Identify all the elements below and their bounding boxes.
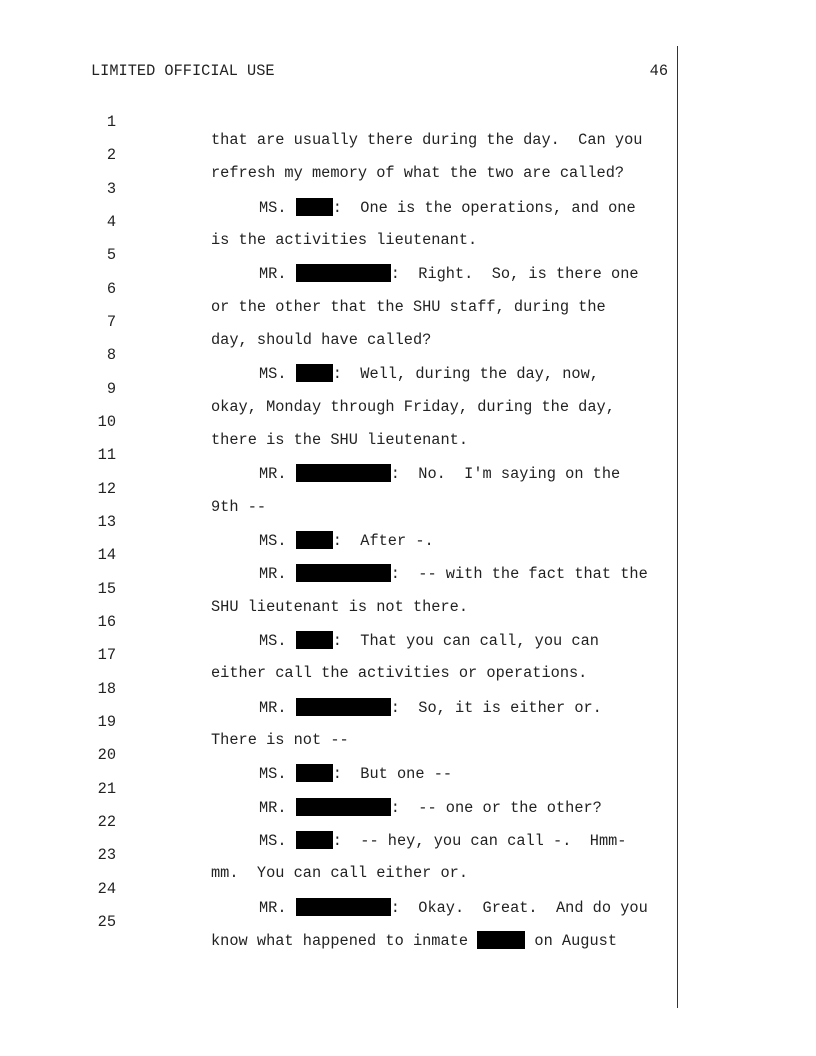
line-text: SHU lieutenant is not there.	[211, 598, 469, 616]
line-number: 24	[97, 880, 116, 898]
speaker-line	[259, 264, 639, 283]
redaction-box	[296, 531, 333, 549]
speech-text: : Right. So, is there one	[390, 265, 639, 283]
redaction-box	[296, 898, 391, 916]
speaker-line	[259, 531, 434, 550]
line-number: 3	[106, 180, 116, 198]
line-number: 4	[106, 213, 116, 231]
speaker-title: MR.	[259, 699, 287, 717]
speaker-title: MS.	[259, 765, 287, 783]
line-number: 6	[106, 280, 116, 298]
line-number: 17	[97, 646, 116, 664]
line-number: 2	[106, 146, 116, 164]
line-text: that are usually there during the day. Can you	[211, 131, 643, 149]
line-text: refresh my memory of what the two are called?	[211, 164, 625, 182]
line-number: 7	[106, 313, 116, 331]
line-text: okay, Monday through Friday, during the day,	[211, 398, 615, 416]
speech-text: : So, it is either or.	[390, 699, 602, 717]
line-number: 10	[97, 413, 116, 431]
redaction-box	[296, 198, 333, 216]
margin-rule	[677, 46, 678, 1008]
line-number: 11	[97, 446, 116, 464]
redaction-box	[296, 798, 391, 816]
redaction-box	[296, 564, 391, 582]
line-number: 21	[97, 780, 116, 798]
line-text: there is the SHU lieutenant.	[211, 431, 469, 449]
classification-header: LIMITED OFFICIAL USE	[91, 62, 275, 80]
speaker-title: MS.	[259, 632, 287, 650]
line-number: 16	[97, 613, 116, 631]
speaker-title: MS.	[259, 199, 287, 217]
redaction-box	[296, 364, 333, 382]
transcript-line	[0, 462, 267, 516]
redaction-box	[296, 698, 391, 716]
line-number: 15	[97, 580, 116, 598]
speech-text: : But one --	[332, 765, 453, 783]
redaction-box	[477, 931, 525, 949]
speaker-title: MR.	[259, 465, 287, 483]
speaker-line	[259, 464, 620, 483]
line-text: There is not --	[211, 731, 349, 749]
redaction-box	[296, 631, 333, 649]
line-text: 9th --	[211, 498, 267, 516]
line-text	[211, 931, 617, 950]
speaker-title: MR.	[259, 565, 287, 583]
speaker-title: MS.	[259, 532, 287, 550]
speech-text: know what happened to inmate	[211, 932, 478, 950]
page-number: 46	[649, 62, 668, 80]
line-text: either call the activities or operations.	[211, 664, 588, 682]
redaction-box	[296, 831, 333, 849]
speaker-line	[259, 198, 636, 217]
speaker-line	[259, 831, 626, 850]
speech-text: : -- one or the other?	[390, 799, 602, 817]
line-number: 25	[97, 913, 116, 931]
line-number: 20	[97, 746, 116, 764]
speaker-title: MR.	[259, 799, 287, 817]
line-number: 18	[97, 680, 116, 698]
line-number: 5	[106, 246, 116, 264]
speech-text: : Okay. Great. And do you	[390, 899, 648, 917]
line-number: 19	[97, 713, 116, 731]
speaker-line	[259, 564, 648, 583]
speech-text: : One is the operations, and one	[332, 199, 636, 217]
line-text: day, should have called?	[211, 331, 432, 349]
speaker-title: MR.	[259, 899, 287, 917]
speaker-title: MS.	[259, 365, 287, 383]
speech-text: on August	[525, 932, 618, 950]
redaction-box	[296, 464, 391, 482]
speaker-title: MR.	[259, 265, 287, 283]
speaker-line	[259, 631, 599, 650]
line-number: 22	[97, 813, 116, 831]
speech-text: : -- hey, you can call -. Hmm-	[332, 832, 627, 850]
speaker-title: MS.	[259, 832, 287, 850]
speaker-line	[259, 898, 648, 917]
line-number: 12	[97, 480, 116, 498]
line-text: is the activities lieutenant.	[211, 231, 478, 249]
speech-text: : Well, during the day, now,	[332, 365, 599, 383]
transcript-line	[0, 95, 643, 149]
speaker-line	[259, 698, 602, 717]
speech-text: : That you can call, you can	[332, 632, 599, 650]
speech-text: : After -.	[332, 532, 434, 550]
line-number: 23	[97, 846, 116, 864]
speaker-line	[259, 364, 599, 383]
line-number: 8	[106, 346, 116, 364]
line-number: 14	[97, 546, 116, 564]
line-number: 13	[97, 513, 116, 531]
speech-text: : -- with the fact that the	[390, 565, 648, 583]
speaker-line	[259, 764, 452, 783]
speaker-line	[259, 798, 602, 817]
line-number: 1	[106, 113, 116, 131]
line-number: 9	[106, 380, 116, 398]
line-text: or the other that the SHU staff, during the	[211, 298, 606, 316]
speech-text: : No. I'm saying on the	[390, 465, 621, 483]
line-text: mm. You can call either or.	[211, 864, 469, 882]
redaction-box	[296, 764, 333, 782]
redaction-box	[296, 264, 391, 282]
